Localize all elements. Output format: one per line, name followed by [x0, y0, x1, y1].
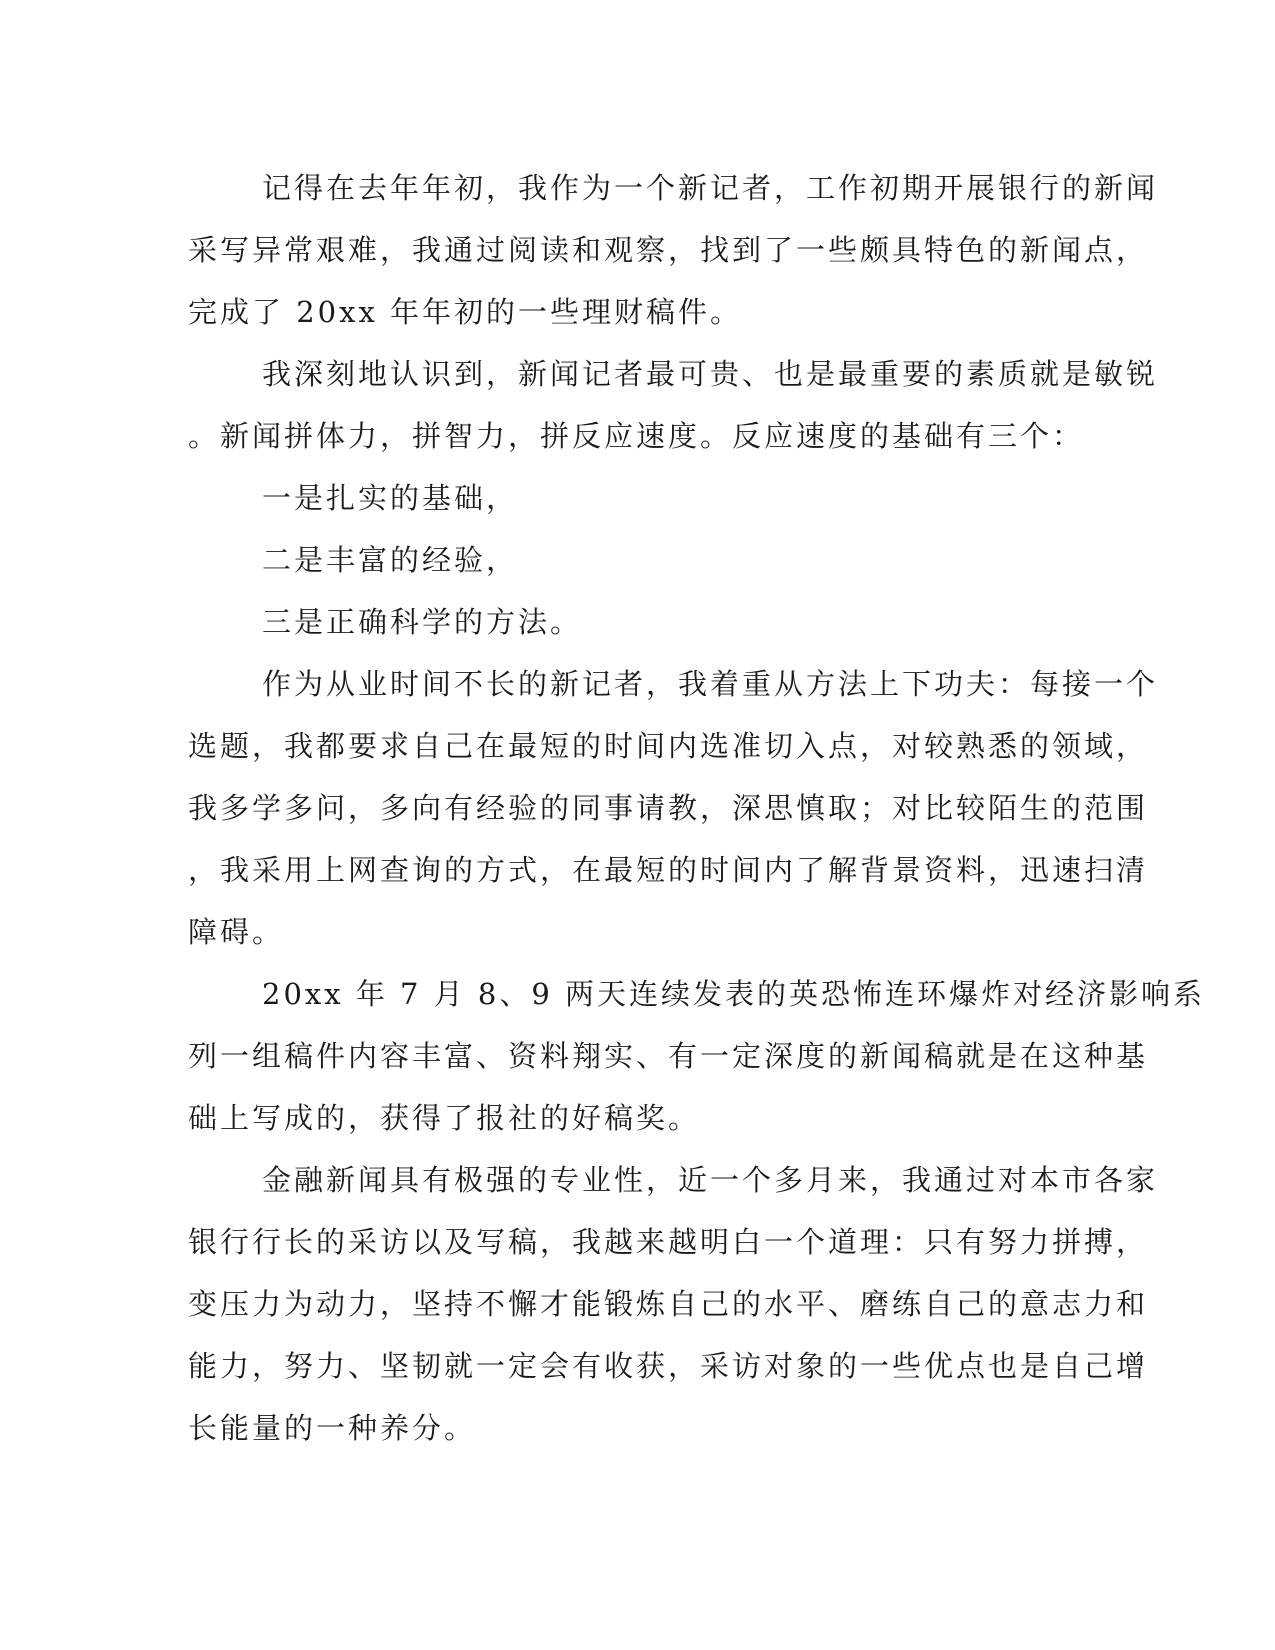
paragraph-line: 障碍。 — [188, 915, 285, 949]
paragraph-line: 。新闻拼体力，拼智力，拼反应速度。反应速度的基础有三个： — [188, 419, 1085, 453]
paragraph-line: 采写异常艰难，我通过阅读和观察，找到了一些颇具特色的新闻点， — [188, 233, 1149, 267]
paragraph-line: ，我采用上网查询的方式，在最短的时间内了解背景资料，迅速扫清 — [188, 853, 1149, 887]
paragraph-1 — [188, 157, 1159, 343]
paragraph-line: 银行行长的采访以及写稿，我越来越明白一个道理：只有努力拼搏， — [188, 1225, 1149, 1259]
paragraph-5 — [188, 591, 1076, 653]
paragraph-line: 我深刻地认识到，新闻记者最可贵、也是最重要的素质就是敏锐 — [262, 357, 1159, 391]
paragraph-2 — [188, 343, 1159, 467]
paragraph-6 — [188, 653, 1159, 963]
paragraph-line: 二是丰富的经验， — [262, 543, 519, 577]
paragraph-line: 三是正确科学的方法。 — [262, 605, 583, 639]
paragraph-line: 20xx 年 7 月 8、9 两天连续发表的英恐怖连环爆炸对经济影响系 — [262, 977, 1206, 1011]
paragraph-line: 变压力为动力，坚持不懈才能锻炼自己的水平、磨练自己的意志力和 — [188, 1287, 1149, 1321]
paragraph-line: 一是扎实的基础， — [262, 481, 519, 515]
paragraph-line: 选题，我都要求自己在最短的时间内选准切入点，对较熟悉的领域， — [188, 729, 1149, 763]
paragraph-4 — [188, 529, 1076, 591]
paragraph-8 — [188, 1149, 1159, 1459]
paragraph-line: 列一组稿件内容丰富、资料翔实、有一定深度的新闻稿就是在这种基 — [188, 1039, 1149, 1073]
paragraph-7 — [188, 963, 1206, 1149]
document-body — [188, 157, 1206, 1459]
paragraph-line: 作为从业时间不长的新记者，我着重从方法上下功夫：每接一个 — [262, 667, 1159, 701]
paragraph-line: 能力，努力、坚韧就一定会有收获，采访对象的一些优点也是自己增 — [188, 1349, 1149, 1383]
paragraph-line: 完成了 20xx 年年初的一些理财稿件。 — [188, 295, 743, 329]
paragraph-3 — [188, 467, 1076, 529]
paragraph-line: 长能量的一种养分。 — [188, 1411, 477, 1445]
paragraph-line: 记得在去年年初，我作为一个新记者，工作初期开展银行的新闻 — [262, 171, 1159, 205]
paragraph-line: 金融新闻具有极强的专业性，近一个多月来，我通过对本市各家 — [262, 1163, 1159, 1197]
paragraph-line: 我多学多问，多向有经验的同事请教，深思慎取；对比较陌生的范围 — [188, 791, 1149, 825]
paragraph-line: 础上写成的，获得了报社的好稿奖。 — [188, 1101, 701, 1135]
